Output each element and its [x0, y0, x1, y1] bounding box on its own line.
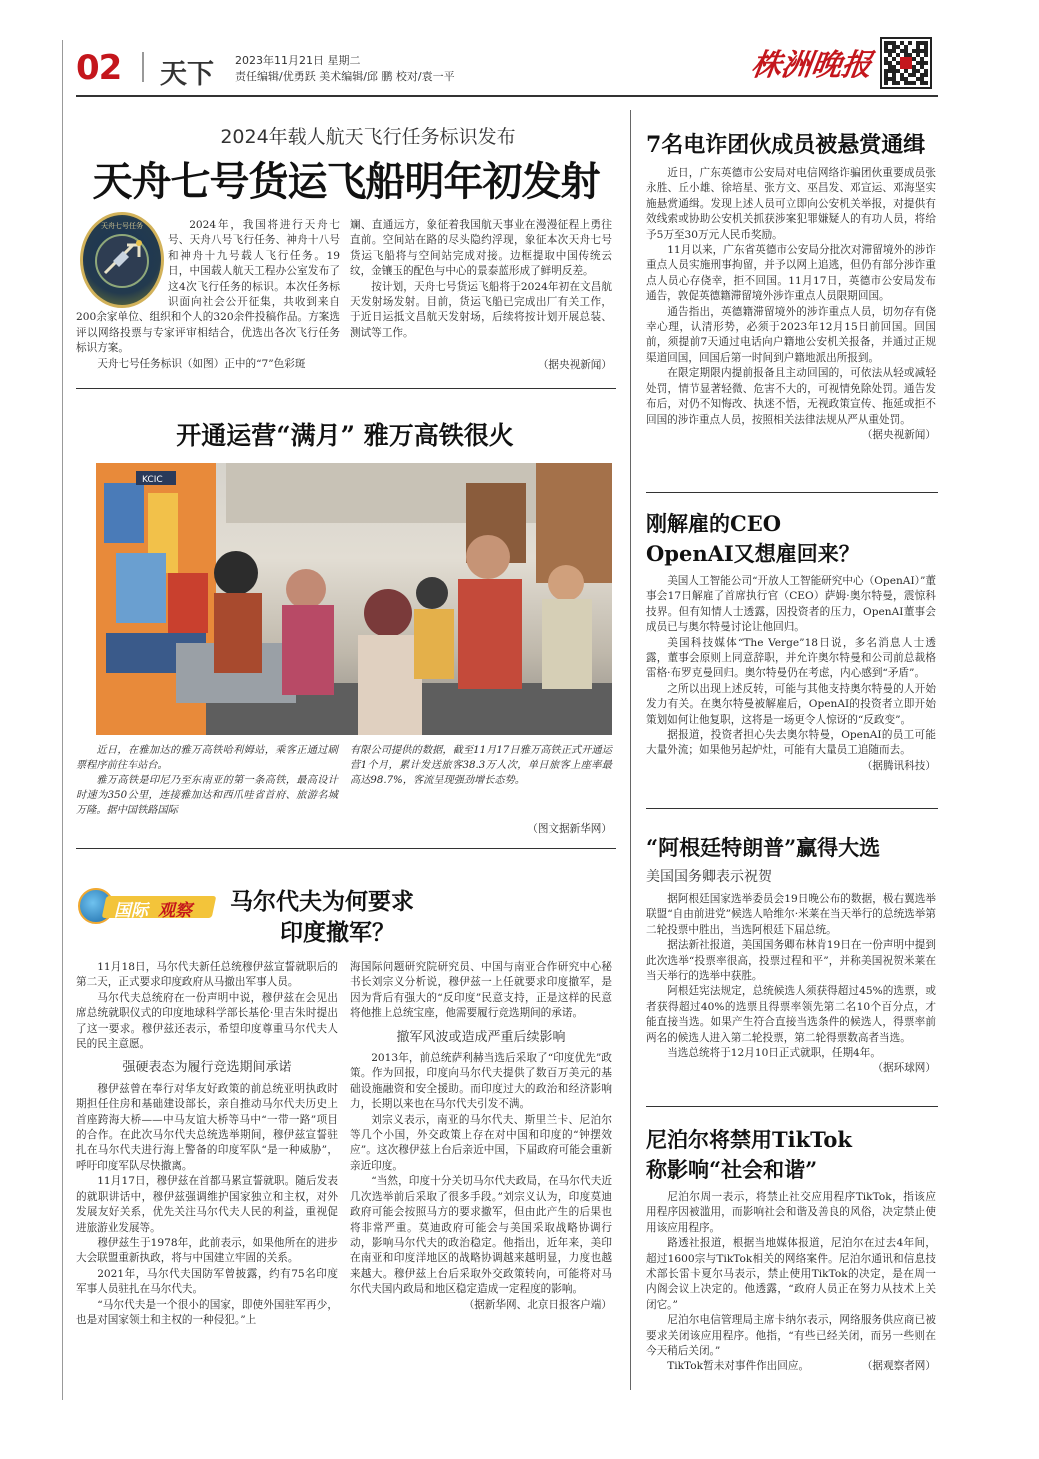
badge-intl: 国际: [114, 901, 148, 921]
fraud-p1: 近日，广东英德市公安局对电信网络诈骗团伙重要成员张永胜、丘小雄、徐培星、张方文、巫昌发、邓宣运、邓海坚实施悬赏通缉。发现上述人员可立即向公安机关举报，对提供有效线索或协助公安机关抓获涉案犯罪嫌疑人的有功人员，将给予5万至30万元人民币奖励。: [646, 167, 936, 241]
maldives-source: （据新华网、北京日报客户端）: [463, 1298, 612, 1311]
masthead-logo: 株洲晚报: [749, 48, 874, 83]
openai-headline-1: 刚解雇的CEO: [646, 511, 782, 536]
argentina-p2: 据法新社报道，美国国务卿布林肯19日在一份声明中提到此次选举“投票率很高，投票过程和平”，并称美国祝贺米莱在当天举行的选举中获胜。: [646, 939, 936, 983]
maldives-c1-p2: 马尔代夫总统府在一份声明中说，穆伊兹在会见出席总统就职仪式的印度地球科学部长基伦·里吉朱时提出了这一要求。穆伊兹还表示，希望印度尊重马尔代夫人民的民主意愿。: [76, 991, 338, 1051]
fraud-body: [646, 166, 936, 443]
openai-headline-2: OpenAI又想雇回来？: [646, 541, 860, 566]
openai-body: [646, 574, 936, 774]
fraud-p4: 在限定期限内提前报备且主动回国的，可依法从轻或减轻处罚，情节显著轻微、危害不大的，可视情免除处罚。通告发布后，对仍不知悔改、执迷不悟，无视政策宣传、拖延或拒不回国的涉诈重点人员，按照相关法律法规从严从重处罚。: [646, 367, 936, 426]
argentina-headline: “阿根廷特朗普”赢得大选: [646, 835, 881, 860]
lead-kicker: 2024年载人航天飞行任务标识发布: [220, 126, 516, 148]
rail-caption-p3: 有限公司提供的数据，截至11月17日雅万高铁正式开通运营1个月，累计发送旅客38.3万人次，单日旅客上座率最高达98.7%，客流呈现强劲增长态势。: [350, 745, 612, 786]
left-margin-rule: [62, 40, 63, 1400]
maldives-headline-1: 马尔代夫为何要求: [230, 888, 414, 915]
lead-col1-p2: 天舟七号任务标识（如图）正中的“7”色彩斑: [97, 357, 306, 370]
tiktok-p3: 尼泊尔电信管理局主席卡纳尔表示，网络服务供应商已被要求关闭该应用程序。他指，“有些已经关闭，而另一些则在今天稍后关闭。”: [646, 1314, 936, 1358]
badge-observe: 观察: [158, 901, 192, 921]
argentina-source: （据环球网）: [872, 1062, 936, 1075]
openai-p3: 之所以出现上述反转，可能与其他支持奥尔特曼的人开始发力有关。在奥尔特曼被解雇后，OpenAI的投资者立即开始策划如何让他复职，这将是一场更令人惊讶的“反政变”。: [646, 682, 936, 726]
rail-caption-col1: [76, 743, 338, 818]
maldives-c1-p4: 11月17日，穆伊兹在首都马累宣誓就职。随后发表的就职讲话中，穆伊兹强调维护国家独立和主权，对外发展友好关系，优先关注马尔代夫人民的利益，重视促进旅游业发展等。: [76, 1175, 338, 1234]
lead-col2: [350, 218, 612, 341]
tiktok-last-line: TikTok暂未对事件作出回应。: [667, 1360, 810, 1373]
maldives-c1-p7: “马尔代夫是一个很小的国家，即使外国驻军再少，也是对国家领土和主权的一种侵犯。”上: [76, 1298, 338, 1326]
argentina-body: [646, 892, 936, 1077]
openai-p4: 据报道，投资者担心失去奥尔特曼，OpenAI的员工可能大量外流；如果他另起炉灶，可能有大量员工追随而去。: [646, 729, 936, 757]
openai-source: （据腾讯科技）: [861, 759, 936, 772]
tiktok-p1: 尼泊尔周一表示，将禁止社交应用程序TikTok，指该应用程序因被滥用，而影响社会和谐及善良的风俗，决定禁止使用该应用程序。: [646, 1191, 936, 1234]
date-line: 2023年11月21日 星期二: [235, 54, 361, 67]
openai-bottom-rule: [646, 808, 938, 809]
rail-caption-col2: [350, 743, 612, 788]
maldives-c2-p3: 刘宗义表示，南亚的马尔代夫、斯里兰卡、尼泊尔等几个小国，外交政策上存在对中国和印度的“钟摆效应”。这次穆伊兹上台后亲近中国，下届政府可能会重新亲近印度。: [350, 1113, 612, 1172]
maldives-c2-p1: 海国际问题研究院研究员、中国与南亚合作研究中心秘书长刘宗义分析说，穆伊兹一上任就要求印度撤军，是因为背后有强大的“反印度”民意支持，正是这样的民意将他推上总统宝座，他需要履行竞选期间的承诺。: [350, 961, 612, 1020]
lead-bottom-rule: [76, 388, 616, 389]
rail-caption-p1: 近日，在雅加达的雅万高铁哈利姆站，乘客正通过刷票程序前往车站台。: [76, 745, 338, 771]
maldives-c1-p5: 穆伊兹生于1978年，此前表示，如果他所在的进步大会联盟重新执政，将与中国建立牢固的关系。: [76, 1236, 338, 1265]
lead-col2-p1: 斓、直通远方，象征着我国航天事业在漫漫征程上勇往直前。空间站在路的尽头隐约浮现，象征本次天舟七号货运飞船将与空间站完成对接。边框提取中国传统云纹，金镶玉的配色与中心的景泰蓝形成了鲜明反差。: [350, 219, 612, 278]
maldives-c1-p6: 2021年，马尔代夫国防军曾披露，约有75名印度军事人员驻扎在马尔代夫。: [76, 1267, 338, 1296]
badge-text: 天舟七号任务: [101, 222, 143, 230]
lead-source: （据央视新闻）: [537, 359, 612, 371]
rail-headline: 开通运营“满月” 雅万高铁很火: [176, 421, 514, 450]
maldives-c2-p4: “当然，印度十分关切马尔代夫政局，在马尔代夫近几次选举前后采取了很多手段。”刘宗义认为，印度莫迪政府可能会按照马方的要求撤军，但由此产生的后果也将非常严重。莫迪政府可能会与美国采取战略协调行动，影响马尔代夫的政治稳定。他指出，近年来，美印在南亚和印度洋地区的战略协调越来越明显，力度也越来越大。穆伊兹上台后采取外交政策转向，可能将对马尔代夫国内政局和地区稳定造成一定程度的影响。: [350, 1175, 612, 1296]
section-title: 天下: [160, 59, 214, 90]
maldives-headline-2: 印度撤军？: [280, 919, 395, 946]
maldives-col1: [76, 960, 338, 1328]
lead-col1-p1: 2024年，我国将进行天舟七号、天舟八号飞行任务、神舟十八号和神舟十九号载人飞行任务。19日，中国载人航天工程办公室发布了这4次飞行任务的标识。本次任务标识面向社会公开征集，共收到来自200余家单位、组织和个人的320余件投稿作品。方案选评以网络投票与专家评审相结合，优选出各次飞行任务标识方案。: [76, 219, 340, 355]
fraud-bottom-rule: [646, 492, 938, 493]
lead-col1: [76, 218, 340, 372]
fraud-source: （据央视新闻）: [861, 428, 936, 441]
openai-p1: 美国人工智能公司“开放人工智能研究中心（OpenAI）”董事会17日解雇了首席执行官（CEO）萨姆·奥尔特曼，震惊科技界。但有知情人士透露，因投资者的压力，OpenAI董事会成员已与奥尔特曼讨论让他回归。: [646, 575, 936, 634]
openai-p2: 美国科技媒体“The Verge”18日说，多名消息人士透露，董事会原则上同意辞职，并允许奥尔特曼和公司前总裁格雷格·布罗克曼回归。奥尔特曼仍在考虑，内心感到“矛盾”。: [646, 636, 936, 680]
lead-headline: 天舟七号货运飞船明年初发射: [92, 159, 600, 205]
editors-line: 责任编辑/优勇跃 美术编辑/邱 鹏 校对/袁一平: [235, 70, 455, 83]
maldives-c2-p2: 2013年，前总统萨利赫当选后采取了“印度优先”政策。作为回报，印度向马尔代夫提供了数百万美元的基础设施融资和安全援助。而印度过大的政治和经济影响力，长期以来也在马尔代夫引发不满。: [350, 1052, 612, 1111]
column-divider: [630, 110, 631, 1390]
maldives-subhead-1: 强硬表态为履行竞选期间承诺: [122, 1060, 292, 1076]
tiktok-p2: 路透社报道，根据当地媒体报道，尼泊尔在过去4年间，超过1600宗与TikTok相关的网络案件。尼泊尔通讯和信息技术部长雷卡夏尔马表示，禁止使用TikTok的决定，是在周一内阁会议上决定的。他透露，“政府人员正在努力从技术上关闭它。”: [646, 1237, 936, 1311]
argentina-subtitle: 美国国务卿表示祝贺: [646, 869, 772, 885]
qr-code: [880, 37, 932, 89]
rail-caption-p2: 雅万高铁是印尼乃至东南亚的第一条高铁，最高设计时速为350公里，连接雅加达和西爪哇省首府、旅游名城万隆。据中国铁路国际: [76, 775, 338, 816]
maldives-c1-p1: 11月18日，马尔代夫新任总统穆伊兹宣誓就职后的第二天，正式要求印度政府从马撤出军事人员。: [76, 961, 338, 989]
tiktok-headline-1: 尼泊尔将禁用TikTok: [646, 1127, 852, 1152]
fraud-p2: 11月以来，广东省英德市公安局分批次对滞留境外的涉诈重点人员实施刑事拘留，并予以网上追逃，但仍有部分涉诈重点人员心存侥幸，拒不回国。11月17日，英德市公安局发布通告，敦促英德籍滞留境外涉诈重点人员限期回国。: [646, 244, 936, 303]
argentina-p3: 阿根廷宪法规定，总统候选人须获得超过45%的选票，或者获得超过40%的选票且得票率领先第二名10个百分点，才能直接当选。如果产生符合直接当选条件的候选人，得票率前两名的候选人进入第二轮投票，第二轮得票数高者当选。: [646, 985, 936, 1044]
header-rule: [76, 95, 938, 97]
rail-bottom-rule: [76, 848, 616, 849]
maldives-subhead-2: 撤军风波或造成严重后续影响: [396, 1029, 566, 1045]
maldives-c1-p3: 穆伊兹曾在奉行对华友好政策的前总统亚明执政时期担任住房和基础建设部长，亲自推动马尔代夫历史上首座跨海大桥——中马友谊大桥等马中“一带一路”项目的合作。在此次马尔代夫总统选举期间，穆伊兹宣誓驻扎在马尔代夫进行海上警备的印度军队“是一种威胁”，呼吁印度军队尽快撤离。: [76, 1082, 338, 1172]
page-number: 02: [76, 48, 122, 88]
lead-col2-p2: 按计划，天舟七号货运飞船将于2024年初在文昌航天发射场发射。目前，货运飞船已完成出厂有关工作，于近日运抵文昌航天发射场，后续将按计划开展总装、测试等工作。: [350, 280, 612, 339]
argentina-bottom-rule: [646, 1106, 938, 1107]
header-divider: [142, 52, 144, 82]
argentina-p1: 据阿根廷国家选举委员会19日晚公布的数据，极右翼选举联盟“自由前进党”候选人哈维尔·米莱在当天举行的总统选举第二轮投票中胜出，当选阿根廷下届总统。: [646, 893, 936, 936]
tiktok-body: [646, 1190, 936, 1375]
maldives-col2: [350, 960, 612, 1313]
tiktok-source: （据观察者网）: [861, 1360, 936, 1373]
fraud-headline: 7名电诈团伙成员被悬赏通缉: [646, 132, 926, 158]
intl-observe-badge: [78, 886, 218, 926]
fraud-p3: 通告指出，英德籍滞留境外的涉诈重点人员，切勿存有侥幸心理，认清形势，必须于2023年12月15日前回国。回国前，须提前7天通过电话向户籍地公安机关报备，并通过正规渠道回国，回国后第一时间到户籍地派出所报到。: [646, 305, 936, 364]
tiktok-headline-2: 称影响“社会和谐”: [646, 1157, 818, 1182]
kcic-sign: KCIC: [142, 475, 163, 485]
argentina-p4: 当选总统将于12月10日正式就职，任期4年。: [667, 1047, 881, 1060]
rail-photo: [96, 463, 612, 735]
rail-source: （图文据新华网）: [527, 823, 612, 835]
